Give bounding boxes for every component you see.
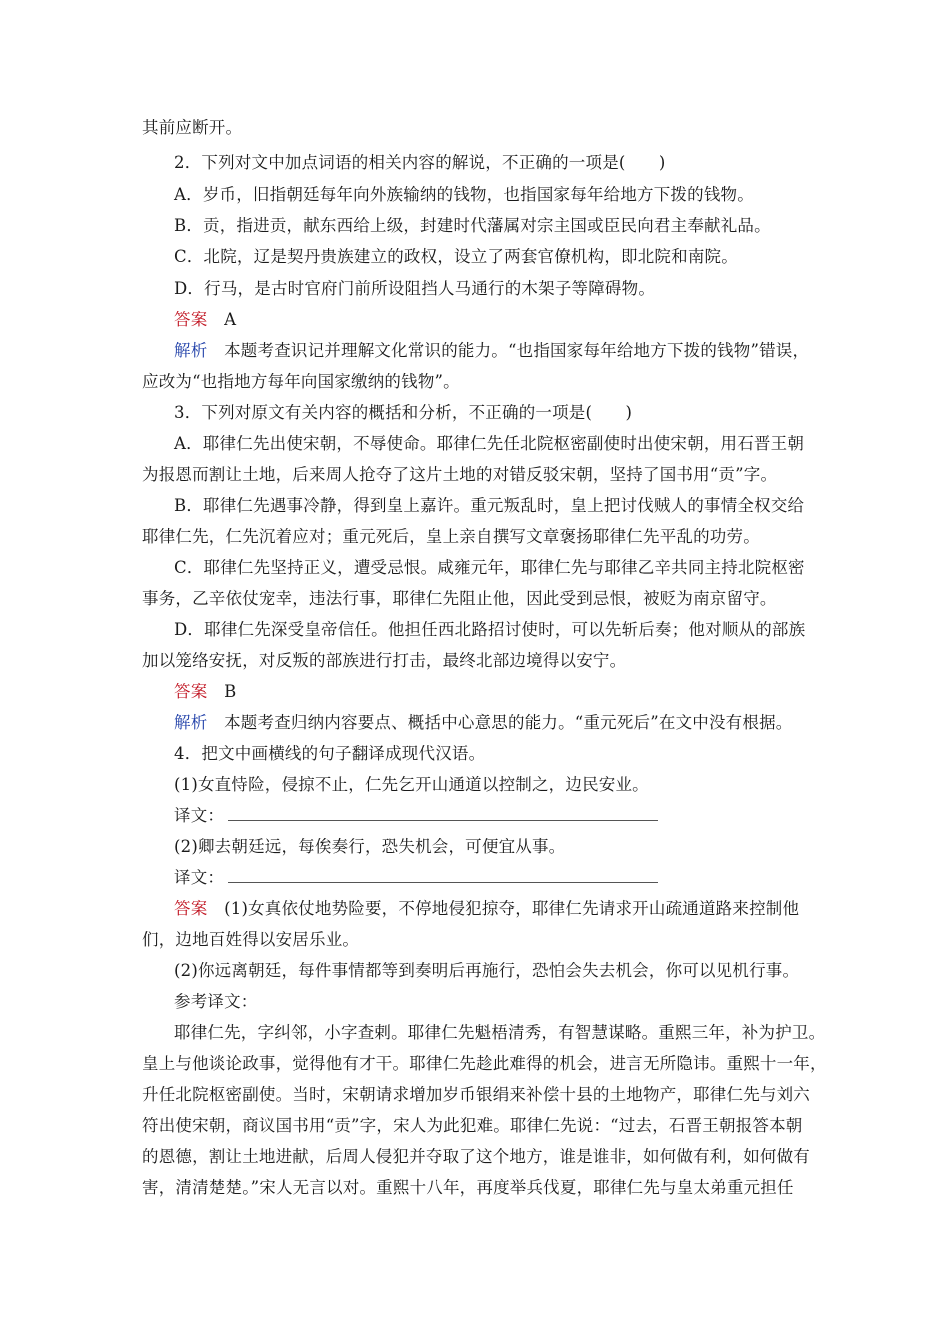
answer-label: 答案 <box>174 899 208 918</box>
question-2: 2．下列对文中加点词语的相关内容的解说，不正确的一项是( ) <box>174 153 666 172</box>
answer-label: 答案 <box>174 310 208 329</box>
reference-translation-heading: 参考译文： <box>174 992 258 1011</box>
option-d: D．行马，是古时官府门前所设阻挡人马通行的木架子等障碍物。 <box>174 279 656 298</box>
text-line: 事务，乙辛依仗宠幸，违法行事，耶律仁先阻止他，因此受到忌恨，被贬为南京留守。 <box>142 589 777 608</box>
option-c: C．耶律仁先坚持正义，遭受忌恨。咸雍元年，耶律仁先与耶律乙辛共同主持北院枢密 <box>174 558 805 577</box>
text-line: 的恩德，割让土地进献，后周人侵犯并夺取了这个地方，谁是谁非，如何做有利，如何做有 <box>142 1147 810 1166</box>
blank-line <box>228 868 658 883</box>
text-line: 耶律仁先，字纠邻，小字查剌。耶律仁先魁梧清秀，有智慧谋略。重熙三年，补为护卫。 <box>174 1023 826 1042</box>
analysis-label: 解析 <box>174 341 208 360</box>
text-line: 应改为“也指地方每年向国家缴纳的钱物”。 <box>142 372 460 391</box>
sentence-1: (1)女直恃险，侵掠不止，仁先乞开山通道以控制之，边民安业。 <box>174 775 649 794</box>
blank-line <box>228 806 658 821</box>
translation-field-2: 译文： <box>174 867 658 889</box>
text-line: 为报恩而割让土地，后来周人抢夺了这片土地的对错反驳宋朝，坚持了国书用“贡”字。 <box>142 465 778 484</box>
option-b: B．耶律仁先遇事冷静，得到皇上嘉许。重元叛乱时，皇上把讨伐贼人的事情全权交给 <box>174 496 805 515</box>
analysis-line: 解析 本题考查识记并理解文化常识的能力。“也指国家每年给地方下拨的钱物”错误， <box>174 341 810 360</box>
text-line: 升任北院枢密副使。当时，宋朝请求增加岁币银绢来补偿十县的土地物产，耶律仁先与刘六 <box>142 1085 810 1104</box>
answer-label: 答案 <box>174 682 208 701</box>
option-c: C．北院，辽是契丹贵族建立的政权，设立了两套官僚机构，即北院和南院。 <box>174 247 738 266</box>
text-line: 符出使宋朝，商议国书用“贡”字，宋人为此犯难。耶律仁先说：“过去，石晋王朝报答本朝 <box>142 1116 803 1135</box>
option-a: A．岁币，旧指朝廷每年向外族输纳的钱物，也指国家每年给地方下拨的钱物。 <box>174 185 754 204</box>
answer-line: 答案 A <box>174 310 237 329</box>
text-line: 加以笼络安抚，对反叛的部族进行打击，最终北部边境得以安宁。 <box>142 651 627 670</box>
text-line: 害，清清楚楚。”宋人无言以对。重熙十八年，再度举兵伐夏，耶律仁先与皇太弟重元担任 <box>142 1178 794 1197</box>
text-line: 们，边地百姓得以安居乐业。 <box>142 930 360 949</box>
option-d: D．耶律仁先深受皇帝信任。他担任西北路招讨使时，可以先斩后奏；他对顺从的部族 <box>174 620 806 639</box>
question-4: 4．把文中画横线的句子翻译成现代汉语。 <box>174 744 486 763</box>
answer-line: 答案 (1)女真依仗地势险要，不停地侵犯掠夺，耶律仁先请求开山疏通道路来控制他 <box>174 899 800 918</box>
text-line: 皇上与他谈论政事，觉得他有才干。耶律仁先趁此难得的机会，进言无所隐讳。重熙十一年， <box>142 1054 827 1073</box>
analysis-label: 解析 <box>174 713 208 732</box>
analysis-line: 解析 本题考查归纳内容要点、概括中心意思的能力。“重元死后”在文中没有根据。 <box>174 713 793 732</box>
option-b: B．贡，指进贡，献东西给上级，封建时代藩属对宗主国或臣民向君主奉献礼品。 <box>174 216 771 235</box>
answer-line: 答案 B <box>174 682 237 701</box>
text-line: (2)你远离朝廷，每件事情都等到奏明后再施行，恐怕会失去机会，你可以见机行事。 <box>174 961 800 980</box>
option-a: A．耶律仁先出使宋朝，不辱使命。耶律仁先任北院枢密副使时出使宋朝，用石晋王朝 <box>174 434 805 453</box>
translation-field-1: 译文： <box>174 805 658 827</box>
sentence-2: (2)卿去朝廷远，每俟奏行，恐失机会，可便宜从事。 <box>174 837 566 856</box>
text-line: 其前应断开。 <box>142 118 243 137</box>
text-line: 耶律仁先，仁先沉着应对；重元死后，皇上亲自撰写文章褒扬耶律仁先平乱的功劳。 <box>142 527 760 546</box>
question-3: 3．下列对原文有关内容的概括和分析，不正确的一项是( ) <box>174 403 633 422</box>
